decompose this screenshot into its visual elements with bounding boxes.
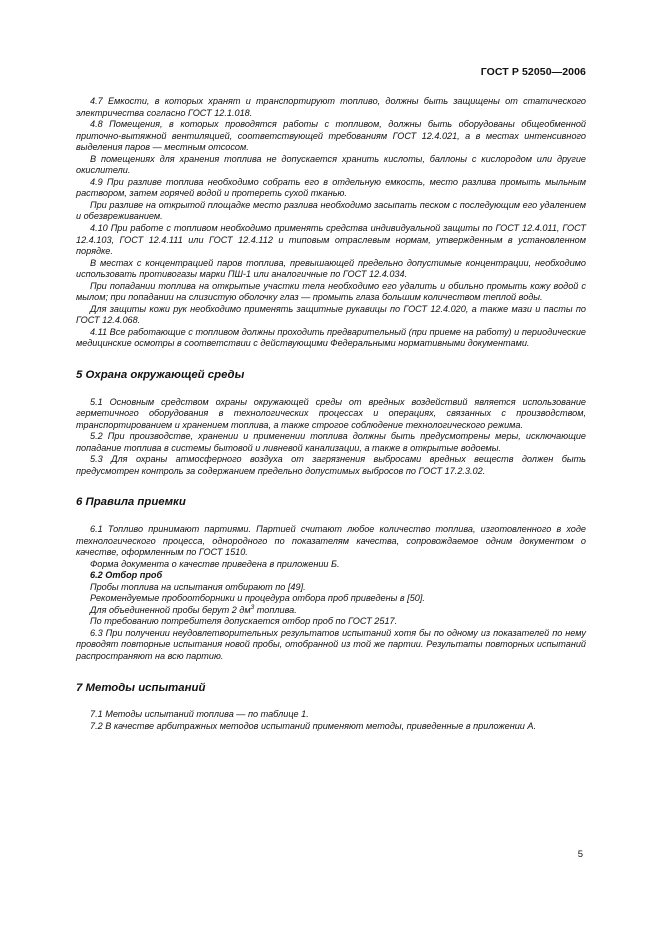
document-header: ГОСТ Р 52050—2006 — [480, 66, 586, 78]
section-heading-6: 6 Правила приемки — [76, 496, 186, 509]
paragraph: 5.3 Для охраны атмосферного воздуха от загрязнения выбросами вредных веществ должен быть предусмотрен контроль за содержанием предельно допустимых выбросов по ГОСТ 17.2.3.02. — [76, 454, 586, 476]
paragraph: 4.9 При разливе топлива необходимо собрать его в отдельную емкость, место разлива промыть мыльным раствором, затем горячей водой и протереть сухой тканью. — [76, 176, 586, 199]
section6-body-c — [76, 616, 586, 662]
page-number: 5 — [577, 849, 583, 860]
paragraph: 7.2 В качестве арбитражных методов испытаний применяют методы, приведенные в приложении А. — [90, 720, 537, 731]
paragraph: При попадании топлива на открытые участки тела необходимо его удалить и обильно промыть кожу водой с мылом; при попадании на слизистую оболочку глаз — промыть глаза большим количеством теплой воды. — [76, 280, 586, 303]
document-body — [76, 96, 586, 732]
paragraph: По требованию потребителя допускается отбор проб по ГОСТ 2517. — [90, 616, 398, 627]
paragraph-volume — [76, 605, 586, 617]
volume-text: Для объединенной пробы берут 2 дм — [90, 604, 251, 615]
section-heading-5: 5 Охрана окружающей среды — [76, 369, 245, 382]
section6-body-a — [76, 524, 586, 570]
paragraph: Рекомендуемые пробоотборники и процедура отбора проб приведены в [50]. — [90, 593, 425, 604]
paragraph: 6.3 При получении неудовлетворительных результатов испытаний хотя бы по одному из показателей по нему проводят повторные испытания новой пробы, отобранной из той же партии. Результаты повторных испытаний распространяют на всю партию. — [76, 627, 586, 661]
paragraph: При разливе на открытой площадке место разлива необходимо засыпать песком с последующим его удалением и обезвреживанием. — [76, 199, 586, 222]
section6-body-b — [76, 582, 586, 605]
paragraph: В помещениях для хранения топлива не допускается хранить кислоты, баллоны с кислородом или другие окислители. — [76, 153, 586, 176]
paragraph: Форма документа о качестве приведена в приложении Б. — [90, 558, 340, 569]
subsection-heading-6-2: 6.2 Отбор проб — [90, 570, 163, 581]
section-heading-7: 7 Методы испытаний — [76, 681, 206, 694]
volume-tail: топлива. — [254, 604, 297, 615]
paragraph: 4.10 При работе с топливом необходимо применять средства индивидуальной защиты по ГОСТ 12.4.011, ГОСТ 12.4.103, ГОСТ 12.4.111 или ГОСТ 12.4.112 и типовым отраслевым нормам, утвержденным в установленном порядке. — [76, 223, 586, 257]
paragraph: Для защиты кожи рук необходимо применять защитные рукавицы по ГОСТ 12.4.020, а также мази и пасты по ГОСТ 12.4.068. — [76, 303, 586, 326]
paragraph: 6.1 Топливо принимают партиями. Партией считают любое количество топлива, изготовленного в ходе технологического процесса, однородного по показателям качества, сопровождаемое одним документом о качестве, оформленным по ГОСТ 1510. — [76, 523, 586, 558]
section4-continuation — [76, 96, 586, 350]
volume-superscript: 3 — [250, 603, 255, 611]
paragraph: 5.1 Основным средством охраны окружающей среды от вредных воздействий является использование герметичного оборудования в технологических процессах и операциях, связанных с производством, транспортированием и хранением топлива, а также строгое соблюдение технологического режима. — [76, 396, 586, 430]
paragraph: 4.11 Все работающие с топливом должны проходить предварительный (при приеме на работу) и периодические медицинские осмотры в соответствии с действующими Федеральными нормативными документами. — [76, 326, 586, 349]
section7-body — [76, 709, 586, 732]
paragraph: В местах с концентрацией паров топлива, превышающей предельно допустимые концентрации, необходимо использовать противогазы марки ПШ-1 или аналогичные по ГОСТ 12.4.034. — [76, 257, 586, 280]
paragraph: 5.2 При производстве, хранении и применении топлива должны быть предусмотрены меры, исключающие попадание топлива в системы бытовой и ливневой канализации, а также в открытые водоемы. — [76, 431, 586, 453]
paragraph: 4.8 Помещения, в которых проводятся работы с топливом, должны быть оборудованы общеобменной приточно-вытяжной вентиляцией, соответствующей требованиям ГОСТ 12.4.021, а в местах интенсивного выделения паров — местным отсосом. — [76, 119, 586, 153]
paragraph: Пробы топлива на испытания отбирают по [49]. — [90, 581, 306, 592]
paragraph: 4.7 Емкости, в которых хранят и транспортируют топливо, должны быть защищены от статического электричества согласно ГОСТ 12.1.018. — [76, 96, 586, 118]
paragraph: 7.1 Методы испытаний топлива — по таблице 1. — [90, 709, 309, 720]
section5-body — [76, 397, 586, 478]
